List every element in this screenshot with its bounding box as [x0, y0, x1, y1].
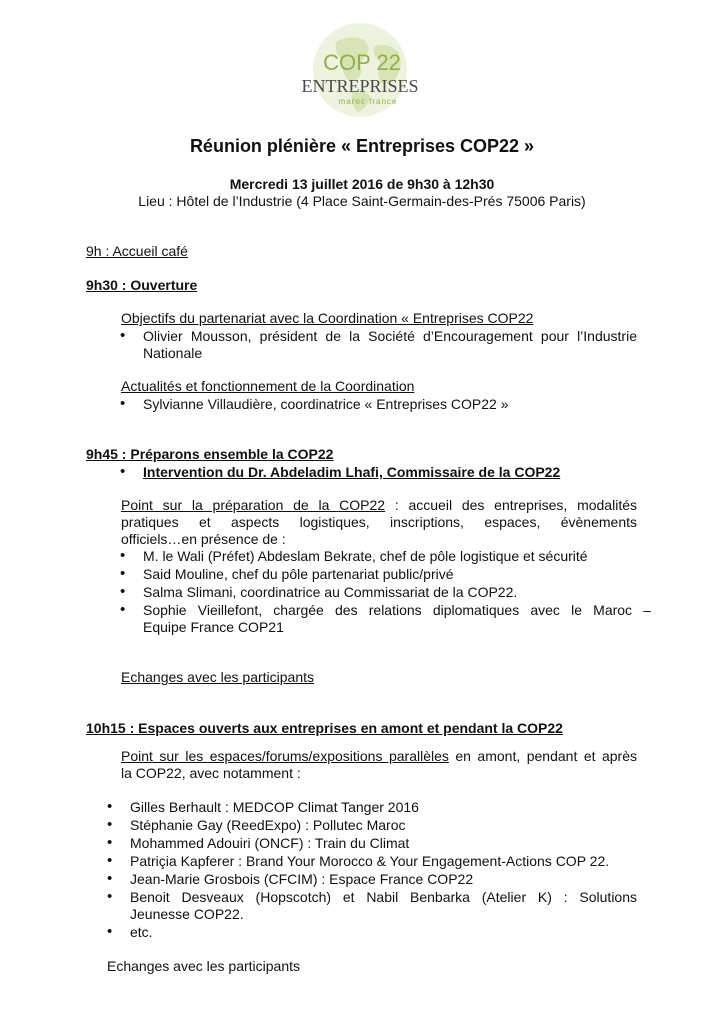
- espaces-bullet-etc: etc.: [130, 924, 153, 940]
- section-espaces-heading: 10h15 : Espaces ouverts aux entreprises en amont et pendant la COP22: [86, 720, 563, 736]
- page-title: Réunion plénière « Entreprises COP22 »: [189, 136, 535, 156]
- ouverture-subheading-actualites: Actualités et fonctionnement de la Coordination: [121, 378, 415, 394]
- cop22-entreprises-logo: [296, 22, 424, 122]
- espaces-paragraph-line1: [121, 748, 637, 765]
- bullet-icon: •: [120, 327, 126, 344]
- bullet-icon: •: [120, 547, 126, 564]
- bullet-icon: •: [107, 870, 113, 887]
- preparation-bullet-slimani: Salma Slimani, coordinatrice au Commissariat de la COP22.: [143, 584, 518, 600]
- bullet-icon: •: [120, 583, 126, 600]
- preparation-bullet-vieillefont-cont: Equipe France COP21: [143, 619, 284, 635]
- bullet-icon: •: [107, 923, 113, 940]
- bullet-icon: •: [107, 834, 113, 851]
- bullet-icon: •: [120, 565, 126, 582]
- section-ouverture-heading: 9h30 : Ouverture: [86, 277, 198, 293]
- meeting-location: Lieu : Hôtel de l’Industrie (4 Place Saint-Germain-des-Prés 75006 Paris): [138, 193, 586, 209]
- bullet-icon: •: [120, 395, 126, 412]
- espaces-paragraph-line2: la COP22, avec notamment :: [121, 765, 301, 781]
- ouverture-bullet-villaudiere: Sylvianne Villaudière, coordinatrice « Entreprises COP22 »: [143, 396, 509, 412]
- bullet-icon: •: [107, 816, 113, 833]
- meeting-date: Mercredi 13 juillet 2016 de 9h30 à 12h30: [229, 176, 495, 192]
- svg-text:ENTREPRISES: ENTREPRISES: [301, 76, 419, 96]
- bullet-icon: •: [107, 798, 113, 815]
- espaces-link-text: Point sur les espaces/forums/expositions parallèles: [121, 748, 449, 764]
- svg-text:COP 22: COP 22: [323, 50, 401, 75]
- preparation-paragraph-line2: pratiques et aspects logistiques, inscriptions, espaces, évènements: [121, 514, 637, 530]
- preparation-link-text: Point sur la préparation de la COP22: [121, 497, 386, 513]
- preparation-echanges: Echanges avec les participants: [121, 669, 314, 685]
- bullet-icon: •: [120, 463, 126, 480]
- espaces-bullet-gay: Stéphanie Gay (ReedExpo) : Pollutec Maroc: [130, 817, 406, 833]
- preparation-paragraph-line1: [121, 497, 637, 514]
- ouverture-bullet-mousson: Olivier Mousson, président de la Société d’Encouragement pour l’Industrie: [143, 328, 637, 344]
- svg-text:maroc france: maroc france: [338, 97, 398, 106]
- espaces-bullet-grosbois: Jean-Marie Grosbois (CFCIM) : Espace France COP22: [130, 871, 474, 887]
- intervention-lhafi: Intervention du Dr. Abdeladim Lhafi, Commissaire de la COP22: [143, 464, 561, 480]
- ouverture-subheading-objectifs: Objectifs du partenariat avec la Coordination « Entreprises COP22: [121, 310, 534, 326]
- preparation-paragraph-line3: officiels…en présence de :: [121, 531, 286, 547]
- bullet-icon: •: [107, 888, 113, 905]
- section-accueil-heading: 9h : Accueil café: [86, 243, 188, 259]
- espaces-bullet-berhault: Gilles Berhault : MEDCOP Climat Tanger 2016: [130, 799, 419, 815]
- espaces-bullet-desveaux-cont: Jeunesse COP22.: [130, 906, 244, 922]
- preparation-text: : accueil des entreprises, modalités: [385, 497, 637, 513]
- bullet-icon: •: [120, 601, 126, 618]
- preparation-bullet-vieillefont: Sophie Vieillefont, chargée des relations diplomatiques avec le Maroc –: [143, 602, 651, 618]
- espaces-bullet-kapferer: Patriçia Kapferer : Brand Your Morocco & Your Engagement-Actions COP 22.: [130, 853, 610, 869]
- preparation-bullet-wali: M. le Wali (Préfet) Abdeslam Bekrate, chef de pôle logistique et sécurité: [143, 548, 588, 564]
- globe-icon: [296, 22, 424, 122]
- espaces-echanges: Echanges avec les participants: [107, 958, 300, 974]
- ouverture-bullet-mousson-cont: Nationale: [143, 345, 203, 361]
- bullet-icon: •: [107, 852, 113, 869]
- section-preparons-heading: 9h45 : Préparons ensemble la COP22: [86, 446, 334, 462]
- espaces-bullet-adouiri: Mohammed Adouiri (ONCF) : Train du Climat: [130, 835, 410, 851]
- preparation-bullet-mouline: Said Mouline, chef du pôle partenariat public/privé: [143, 566, 454, 582]
- espaces-text: en amont, pendant et après: [448, 748, 637, 764]
- espaces-bullet-desveaux: Benoit Desveaux (Hopscotch) et Nabil Benbarka (Atelier K) : Solutions: [130, 889, 637, 905]
